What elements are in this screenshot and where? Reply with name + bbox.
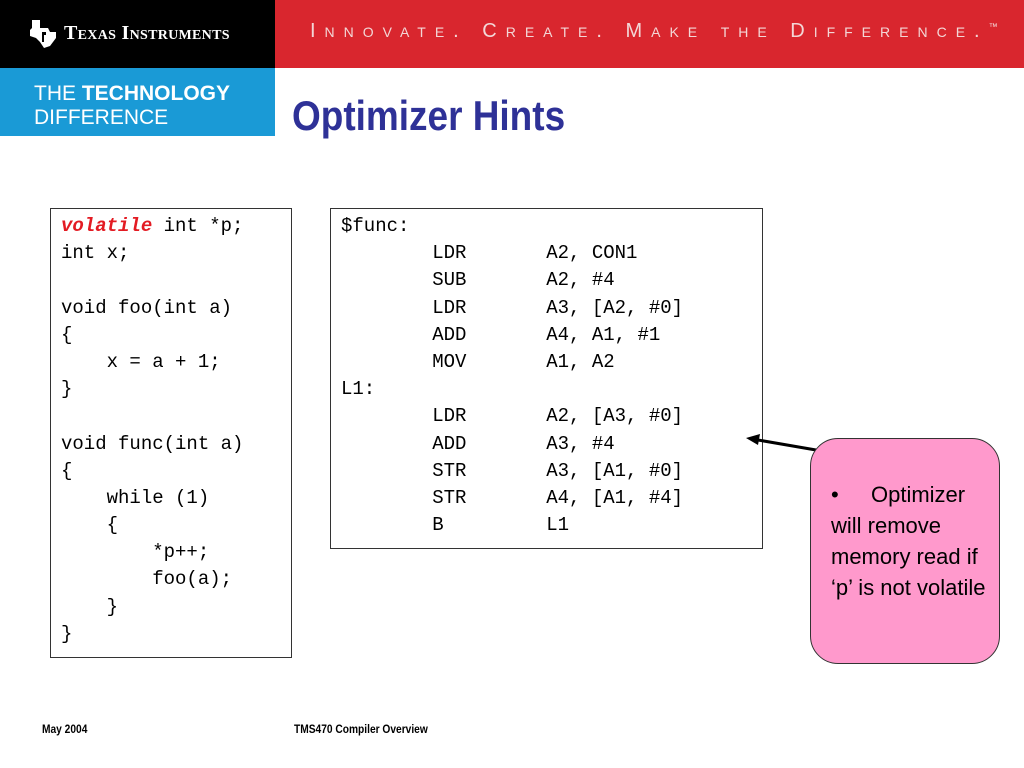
header-bar — [0, 0, 1024, 68]
asm-line: SUB A2, #4 — [341, 269, 615, 292]
code-line: { — [61, 323, 73, 346]
code-line: x = a + 1; — [61, 350, 221, 373]
texas-state-logo-icon — [26, 18, 58, 50]
trademark-mark: ™ — [988, 21, 998, 32]
badge-prefix: THE — [34, 82, 76, 105]
asm-line: B L1 — [341, 514, 570, 537]
badge-line-1 — [34, 82, 230, 106]
asm-line: ADD A4, A1, #1 — [341, 323, 661, 346]
asm-line: LDR A2, [A3, #0] — [341, 405, 684, 428]
code-line: } — [61, 622, 73, 645]
optimizer-note-callout — [810, 438, 1000, 664]
asm-line: LDR A2, CON1 — [341, 242, 638, 265]
callout-text: Optimizer will remove memory read if ‘p’ is not volatile — [831, 482, 986, 600]
asm-line: LDR A3, [A2, #0] — [341, 296, 684, 319]
code-line: foo(a); — [61, 568, 233, 591]
company-name: Texas Instruments — [64, 22, 230, 44]
ti-logo — [0, 0, 275, 68]
footer-title: TMS470 Compiler Overview — [294, 722, 428, 736]
callout-arrow-icon — [740, 430, 820, 460]
code-line: void func(int a) — [61, 432, 244, 455]
footer-date: May 2004 — [42, 722, 88, 736]
badge-bold: TECHNOLOGY — [81, 82, 231, 105]
tagline — [310, 20, 998, 43]
slide-title: Optimizer Hints — [292, 92, 566, 139]
code-line: { — [61, 459, 73, 482]
tagline-text: Innovate. Create. Make the Difference. — [310, 20, 989, 42]
asm-line: L1: — [341, 378, 376, 401]
code-line-rest: int *p; — [152, 215, 244, 237]
code-line: } — [61, 378, 73, 401]
code-line — [61, 403, 291, 430]
code-line: while (1) — [61, 486, 210, 509]
code-line — [61, 267, 291, 294]
technology-difference-badge — [0, 68, 275, 136]
asm-line: STR A3, [A1, #0] — [341, 459, 684, 482]
badge-line-2: DIFFERENCE — [34, 106, 169, 129]
asm-line: ADD A3, #4 — [341, 432, 615, 455]
code-line — [61, 213, 291, 240]
c-source-code-box — [50, 208, 292, 658]
code-line: void foo(int a) — [61, 296, 233, 319]
asm-line: $func: — [341, 215, 410, 237]
code-line: *p++; — [61, 541, 210, 564]
assembly-code-box — [330, 208, 763, 549]
bullet-icon: • — [831, 482, 839, 507]
code-line: { — [61, 514, 119, 537]
volatile-keyword: volatile — [61, 215, 153, 237]
asm-line: MOV A1, A2 — [341, 350, 615, 373]
asm-line: STR A4, [A1, #4] — [341, 486, 684, 509]
code-line: } — [61, 595, 119, 618]
code-line: int x; — [61, 242, 130, 265]
